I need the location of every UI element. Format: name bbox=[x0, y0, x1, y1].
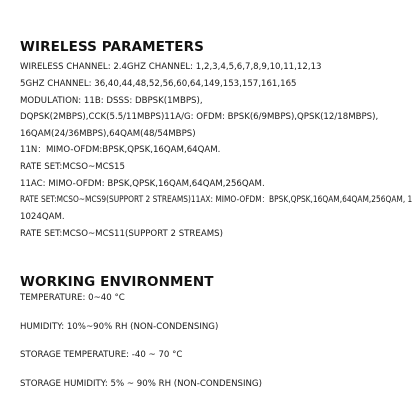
1024qam-line: 1024QAM. bbox=[20, 212, 65, 222]
wireless-parameters-heading: WIRELESS PARAMETERS bbox=[20, 39, 204, 55]
working-environment-heading: WORKING ENVIRONMENT bbox=[20, 274, 214, 290]
rate-set-line-11ac: RATE SET:MCSO~MCS9(SUPPORT 2 STREAMS)11AX: MIMO-OFDM：BPSK,QPSK,16QAM,64QAM,256QAM, 1 bbox=[20, 195, 413, 205]
humidity-line: HUMIDITY: 10%~90% RH (NON-CONDENSING) bbox=[20, 322, 219, 332]
5ghz-channel-line: 5GHZ CHANNEL: 36,40,44,48,52,56,60,64,149,153,157,161,165 bbox=[20, 79, 297, 89]
storage-humidity-line: STORAGE HUMIDITY: 5% ~ 90% RH (NON-CONDENSING) bbox=[20, 379, 262, 389]
11n-line: 11N：MIMO-OFDM:BPSK,QPSK,16QAM,64QAM. bbox=[20, 145, 221, 155]
rate-set-line-11n: RATE SET:MCSO~MCS15 bbox=[20, 162, 125, 172]
rate-set-line-11ax: RATE SET:MCSO~MCS11(SUPPORT 2 STREAMS) bbox=[20, 229, 223, 239]
modulation-line-3: 16QAM(24/36MBPS),64QAM(48/54MBPS) bbox=[20, 129, 196, 139]
temperature-line: TEMPERATURE: 0~40 °C bbox=[20, 293, 125, 303]
wireless-channel-line: WIRELESS CHANNEL: 2.4GHZ CHANNEL: 1,2,3,4,5,6,7,8,9,10,11,12,13 bbox=[20, 62, 322, 72]
modulation-line-2: DQPSK(2MBPS),CCK(5.5/11MBPS)11A/G: OFDM: BPSK(6/9MBPS),QPSK(12/18MBPS), bbox=[20, 112, 379, 122]
modulation-line: MODULATION: 11B: DSSS: DBPSK(1MBPS), bbox=[20, 96, 203, 106]
11ac-line: 11AC: MIMO-OFDM: BPSK,QPSK,16QAM,64QAM,256QAM. bbox=[20, 179, 265, 189]
storage-temperature-line: STORAGE TEMPERATURE: -40 ~ 70 °C bbox=[20, 350, 183, 360]
